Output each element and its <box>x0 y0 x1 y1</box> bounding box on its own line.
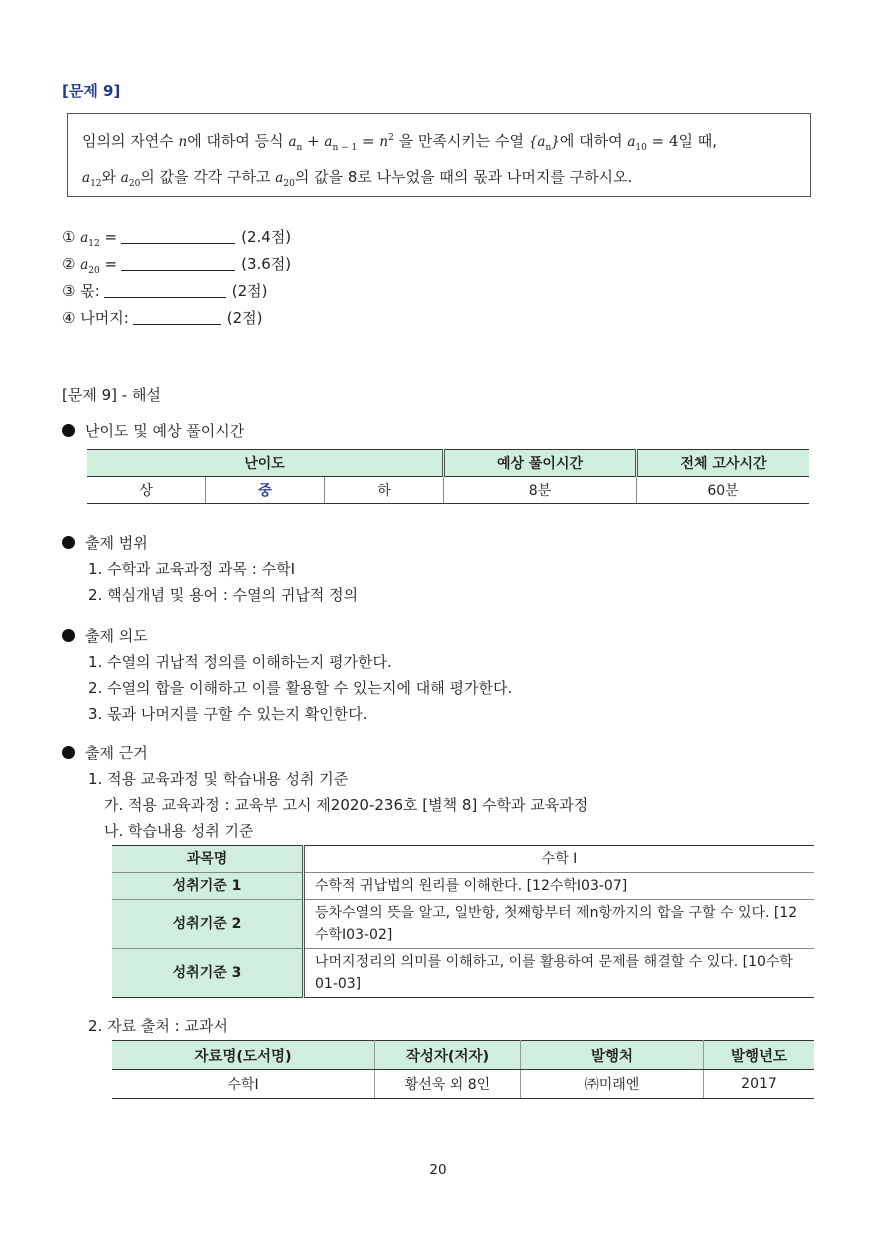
answer-3-blank[interactable] <box>104 283 226 298</box>
bullet-icon <box>62 536 75 549</box>
standards-label: 성취기준 1 <box>112 873 304 900</box>
intent-item-2: 2. 수열의 합을 이해하고 이를 활용할 수 있는지에 대해 평가한다. <box>88 679 513 697</box>
level-low: 하 <box>325 477 444 504</box>
problem-line-1: 임의의 자연수 n에 대하여 등식 $a_n + a_{n - 1} = n^2$ 을 만족시키는 수열 $\{a_n\}$에 대하여 $a_{10} = 4$일 때, <box>82 132 718 153</box>
intent-item-3: 3. 몫과 나머지를 구할 수 있는지 확인한다. <box>88 705 368 723</box>
difficulty-header: 난이도 <box>87 450 444 477</box>
problem-line-2: $a_{12}$와 $a_{20}$의 값을 각각 구하고 $a_{20}$의 값을 8로 나누었을 때의 몫과 나머지를 구하시오. <box>82 168 633 189</box>
answer-2: ② $a_{20} = (3.6$점) <box>62 255 292 276</box>
basis-heading: 출제 근거 <box>62 742 148 763</box>
basis-sub-b: 나. 학습내용 성취 기준 <box>104 822 254 840</box>
total-time-header: 전체 고사시간 <box>637 450 810 477</box>
answer-2-blank[interactable] <box>121 256 235 271</box>
basis-item-2: 2. 자료 출처 : 교과서 <box>88 1017 228 1035</box>
standards-value: 등차수열의 뜻을 알고, 일반항, 첫째항부터 제n항까지의 합을 구할 수 있다. [12수학Ⅰ03-02] <box>304 900 815 949</box>
standards-label: 과목명 <box>112 846 304 873</box>
answer-1-blank[interactable] <box>121 229 235 244</box>
total-time-value: 60분 <box>637 477 810 504</box>
scope-item-1: 1. 수학과 교육과정 과목 : 수학Ⅰ <box>88 560 296 578</box>
problem-title: [문제 9] <box>62 82 121 100</box>
scope-heading: 출제 범위 <box>62 532 148 553</box>
standards-value: 나머지정리의 의미를 이해하고, 이를 활용하여 문제를 해결할 수 있다. [10수학01-03] <box>304 949 815 998</box>
problem-box <box>67 113 811 197</box>
source-cell: ㈜미래엔 <box>521 1070 704 1099</box>
answer-1: ① $a_{12} = (2.4$점) <box>62 228 292 249</box>
source-cell: 황선욱 외 8인 <box>375 1070 521 1099</box>
standards-value: 수학 Ⅰ <box>304 846 815 873</box>
answer-4: ④ 나머지: (2점) <box>62 309 263 327</box>
intent-item-1: 1. 수열의 귀납적 정의를 이해하는지 평가한다. <box>88 653 392 671</box>
source-header: 발행처 <box>521 1041 704 1070</box>
source-header: 발행년도 <box>704 1041 815 1070</box>
level-medium-selected: 중 <box>206 477 325 504</box>
intent-heading: 출제 의도 <box>62 625 148 646</box>
source-header: 작성자(저자) <box>375 1041 521 1070</box>
standards-label: 성취기준 2 <box>112 900 304 949</box>
level-high: 상 <box>87 477 206 504</box>
bullet-icon <box>62 424 75 437</box>
standards-table <box>112 845 814 998</box>
standards-value: 수학적 귀납법의 원리를 이해한다. [12수학Ⅰ03-07] <box>304 873 815 900</box>
scope-item-2: 2. 핵심개념 및 용어 : 수열의 귀납적 정의 <box>88 586 359 604</box>
difficulty-heading: 난이도 및 예상 풀이시간 <box>62 420 244 441</box>
standards-label: 성취기준 3 <box>112 949 304 998</box>
source-cell: 2017 <box>704 1070 815 1099</box>
expected-time-header: 예상 풀이시간 <box>444 450 637 477</box>
page-number: 20 <box>429 1162 447 1178</box>
source-header: 자료명(도서명) <box>112 1041 375 1070</box>
answer-4-blank[interactable] <box>133 310 221 325</box>
basis-item-1: 1. 적용 교육과정 및 학습내용 성취 기준 <box>88 770 349 788</box>
expected-time-value: 8분 <box>444 477 637 504</box>
answer-3: ③ 몫: (2점) <box>62 282 268 300</box>
difficulty-table <box>87 449 809 504</box>
source-cell: 수학Ⅰ <box>112 1070 375 1099</box>
bullet-icon <box>62 746 75 759</box>
basis-sub-a: 가. 적용 교육과정 : 교육부 고시 제2020-236호 [별책 8] 수학과 교육과정 <box>104 796 589 814</box>
source-table <box>112 1040 814 1099</box>
solution-title: [문제 9] - 해설 <box>62 386 161 404</box>
bullet-icon <box>62 629 75 642</box>
